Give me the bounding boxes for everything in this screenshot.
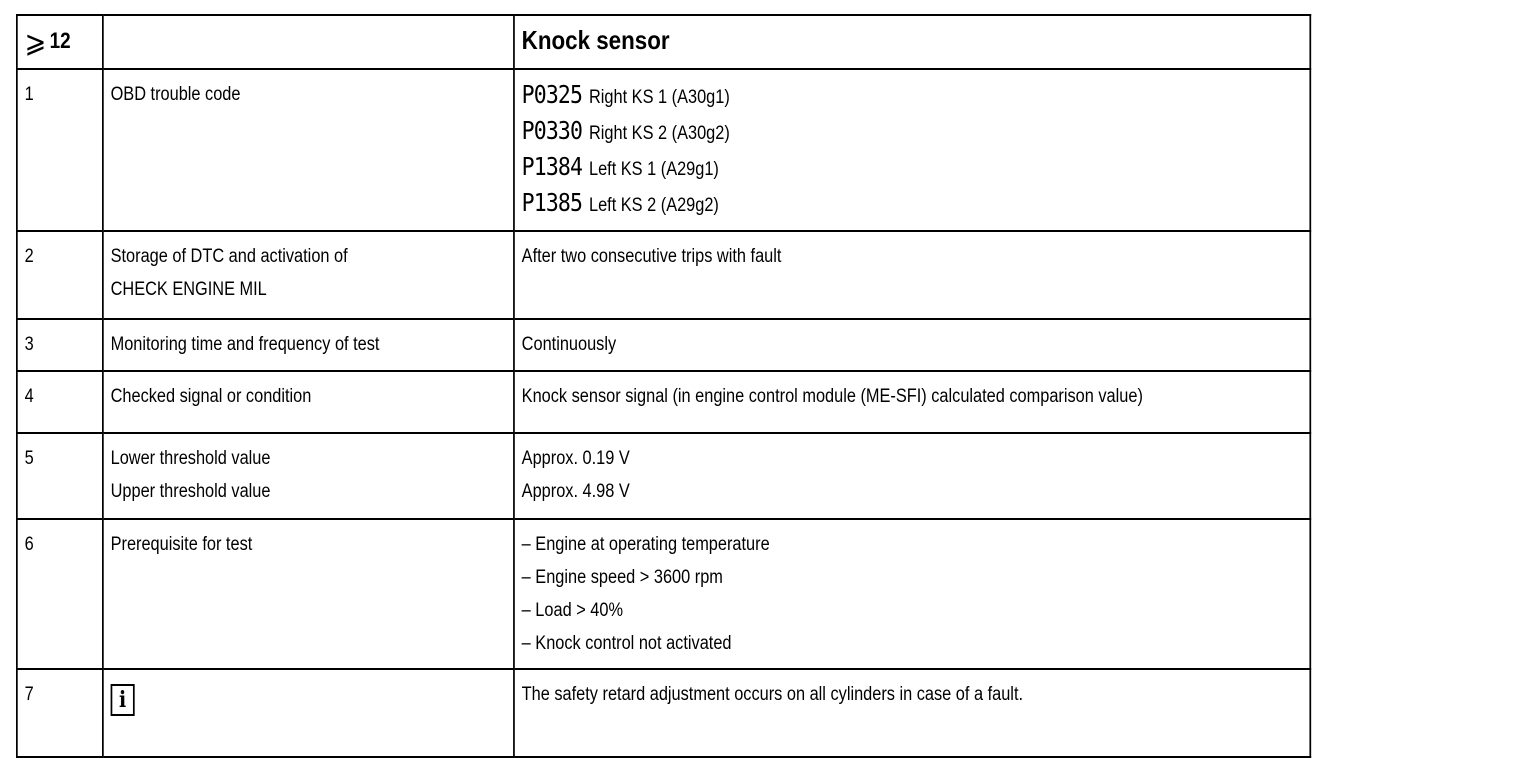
trouble-code: P0330 bbox=[521, 116, 583, 145]
table-row bbox=[17, 319, 1310, 371]
value-line: The safety retard adjustment occurs on all cylinders in case of a fault. bbox=[521, 684, 1024, 705]
row-number: 2 bbox=[17, 231, 103, 319]
row-label bbox=[103, 319, 514, 371]
row-label bbox=[103, 69, 514, 231]
row-value bbox=[514, 371, 1310, 433]
row-value bbox=[514, 231, 1310, 319]
trouble-code: P1384 bbox=[521, 152, 583, 181]
header-blank-cell bbox=[103, 15, 514, 69]
label-line: OBD trouble code bbox=[110, 84, 241, 105]
table-row bbox=[17, 371, 1310, 433]
trouble-code-line bbox=[522, 78, 1303, 114]
page-title: Knock sensor bbox=[521, 25, 670, 55]
trouble-code: P0325 bbox=[521, 80, 583, 109]
value-line: Continuously bbox=[521, 334, 617, 355]
row-label bbox=[103, 669, 514, 757]
value-line: Knock sensor signal (in engine control module (ME-SFI) calculated comparison value) bbox=[521, 386, 1143, 407]
label-line: Checked signal or condition bbox=[110, 386, 312, 407]
label-line: Prerequisite for test bbox=[110, 534, 253, 555]
row-number: 4 bbox=[17, 371, 103, 433]
table-row bbox=[17, 669, 1310, 757]
row-label bbox=[103, 231, 514, 319]
trouble-code-desc: Right KS 1 (A30g1) bbox=[588, 87, 730, 108]
info-icon: i bbox=[111, 684, 135, 716]
label-line: CHECK ENGINE MIL bbox=[110, 279, 267, 300]
greater-equal-icon: ⩾ bbox=[24, 25, 47, 59]
label-line: Lower threshold value bbox=[110, 448, 271, 469]
value-line: – Engine speed > 3600 rpm bbox=[521, 567, 723, 588]
table-row bbox=[17, 231, 1310, 319]
row-label bbox=[103, 519, 514, 669]
row-number: 5 bbox=[17, 433, 103, 519]
obd-table bbox=[16, 14, 1311, 758]
row-value bbox=[514, 319, 1310, 371]
header-row bbox=[17, 15, 1310, 69]
value-line: – Load > 40% bbox=[521, 600, 623, 621]
trouble-code-desc: Left KS 1 (A29g1) bbox=[588, 159, 719, 180]
table-row bbox=[17, 519, 1310, 669]
trouble-code-line bbox=[522, 114, 1303, 150]
value-line: – Knock control not activated bbox=[521, 633, 732, 654]
row-label bbox=[103, 433, 514, 519]
row-number: 6 bbox=[17, 519, 103, 669]
value-line: Approx. 0.19 V bbox=[521, 448, 630, 469]
row-value bbox=[514, 669, 1310, 757]
value-line: – Engine at operating temperature bbox=[521, 534, 770, 555]
value-line: Approx. 4.98 V bbox=[521, 481, 630, 502]
row-label bbox=[103, 371, 514, 433]
title-cell bbox=[514, 15, 1310, 69]
row-number: 1 bbox=[17, 69, 103, 231]
section-number-cell bbox=[17, 15, 103, 69]
table-row bbox=[17, 69, 1310, 231]
label-line: Storage of DTC and activation of bbox=[110, 246, 348, 267]
row-number: 3 bbox=[17, 319, 103, 371]
trouble-code: P1385 bbox=[521, 188, 583, 217]
value-line: After two consecutive trips with fault bbox=[521, 246, 782, 267]
row-number: 7 bbox=[17, 669, 103, 757]
trouble-code-desc: Left KS 2 (A29g2) bbox=[588, 195, 719, 216]
trouble-code-desc: Right KS 2 (A30g2) bbox=[588, 123, 730, 144]
label-line: Monitoring time and frequency of test bbox=[110, 334, 380, 355]
table-row bbox=[17, 433, 1310, 519]
row-value bbox=[514, 69, 1310, 231]
trouble-code-line bbox=[522, 186, 1303, 222]
section-number: 12 bbox=[49, 28, 71, 53]
trouble-code-line bbox=[522, 150, 1303, 186]
row-value bbox=[514, 433, 1310, 519]
row-value bbox=[514, 519, 1310, 669]
label-line: Upper threshold value bbox=[110, 481, 271, 502]
